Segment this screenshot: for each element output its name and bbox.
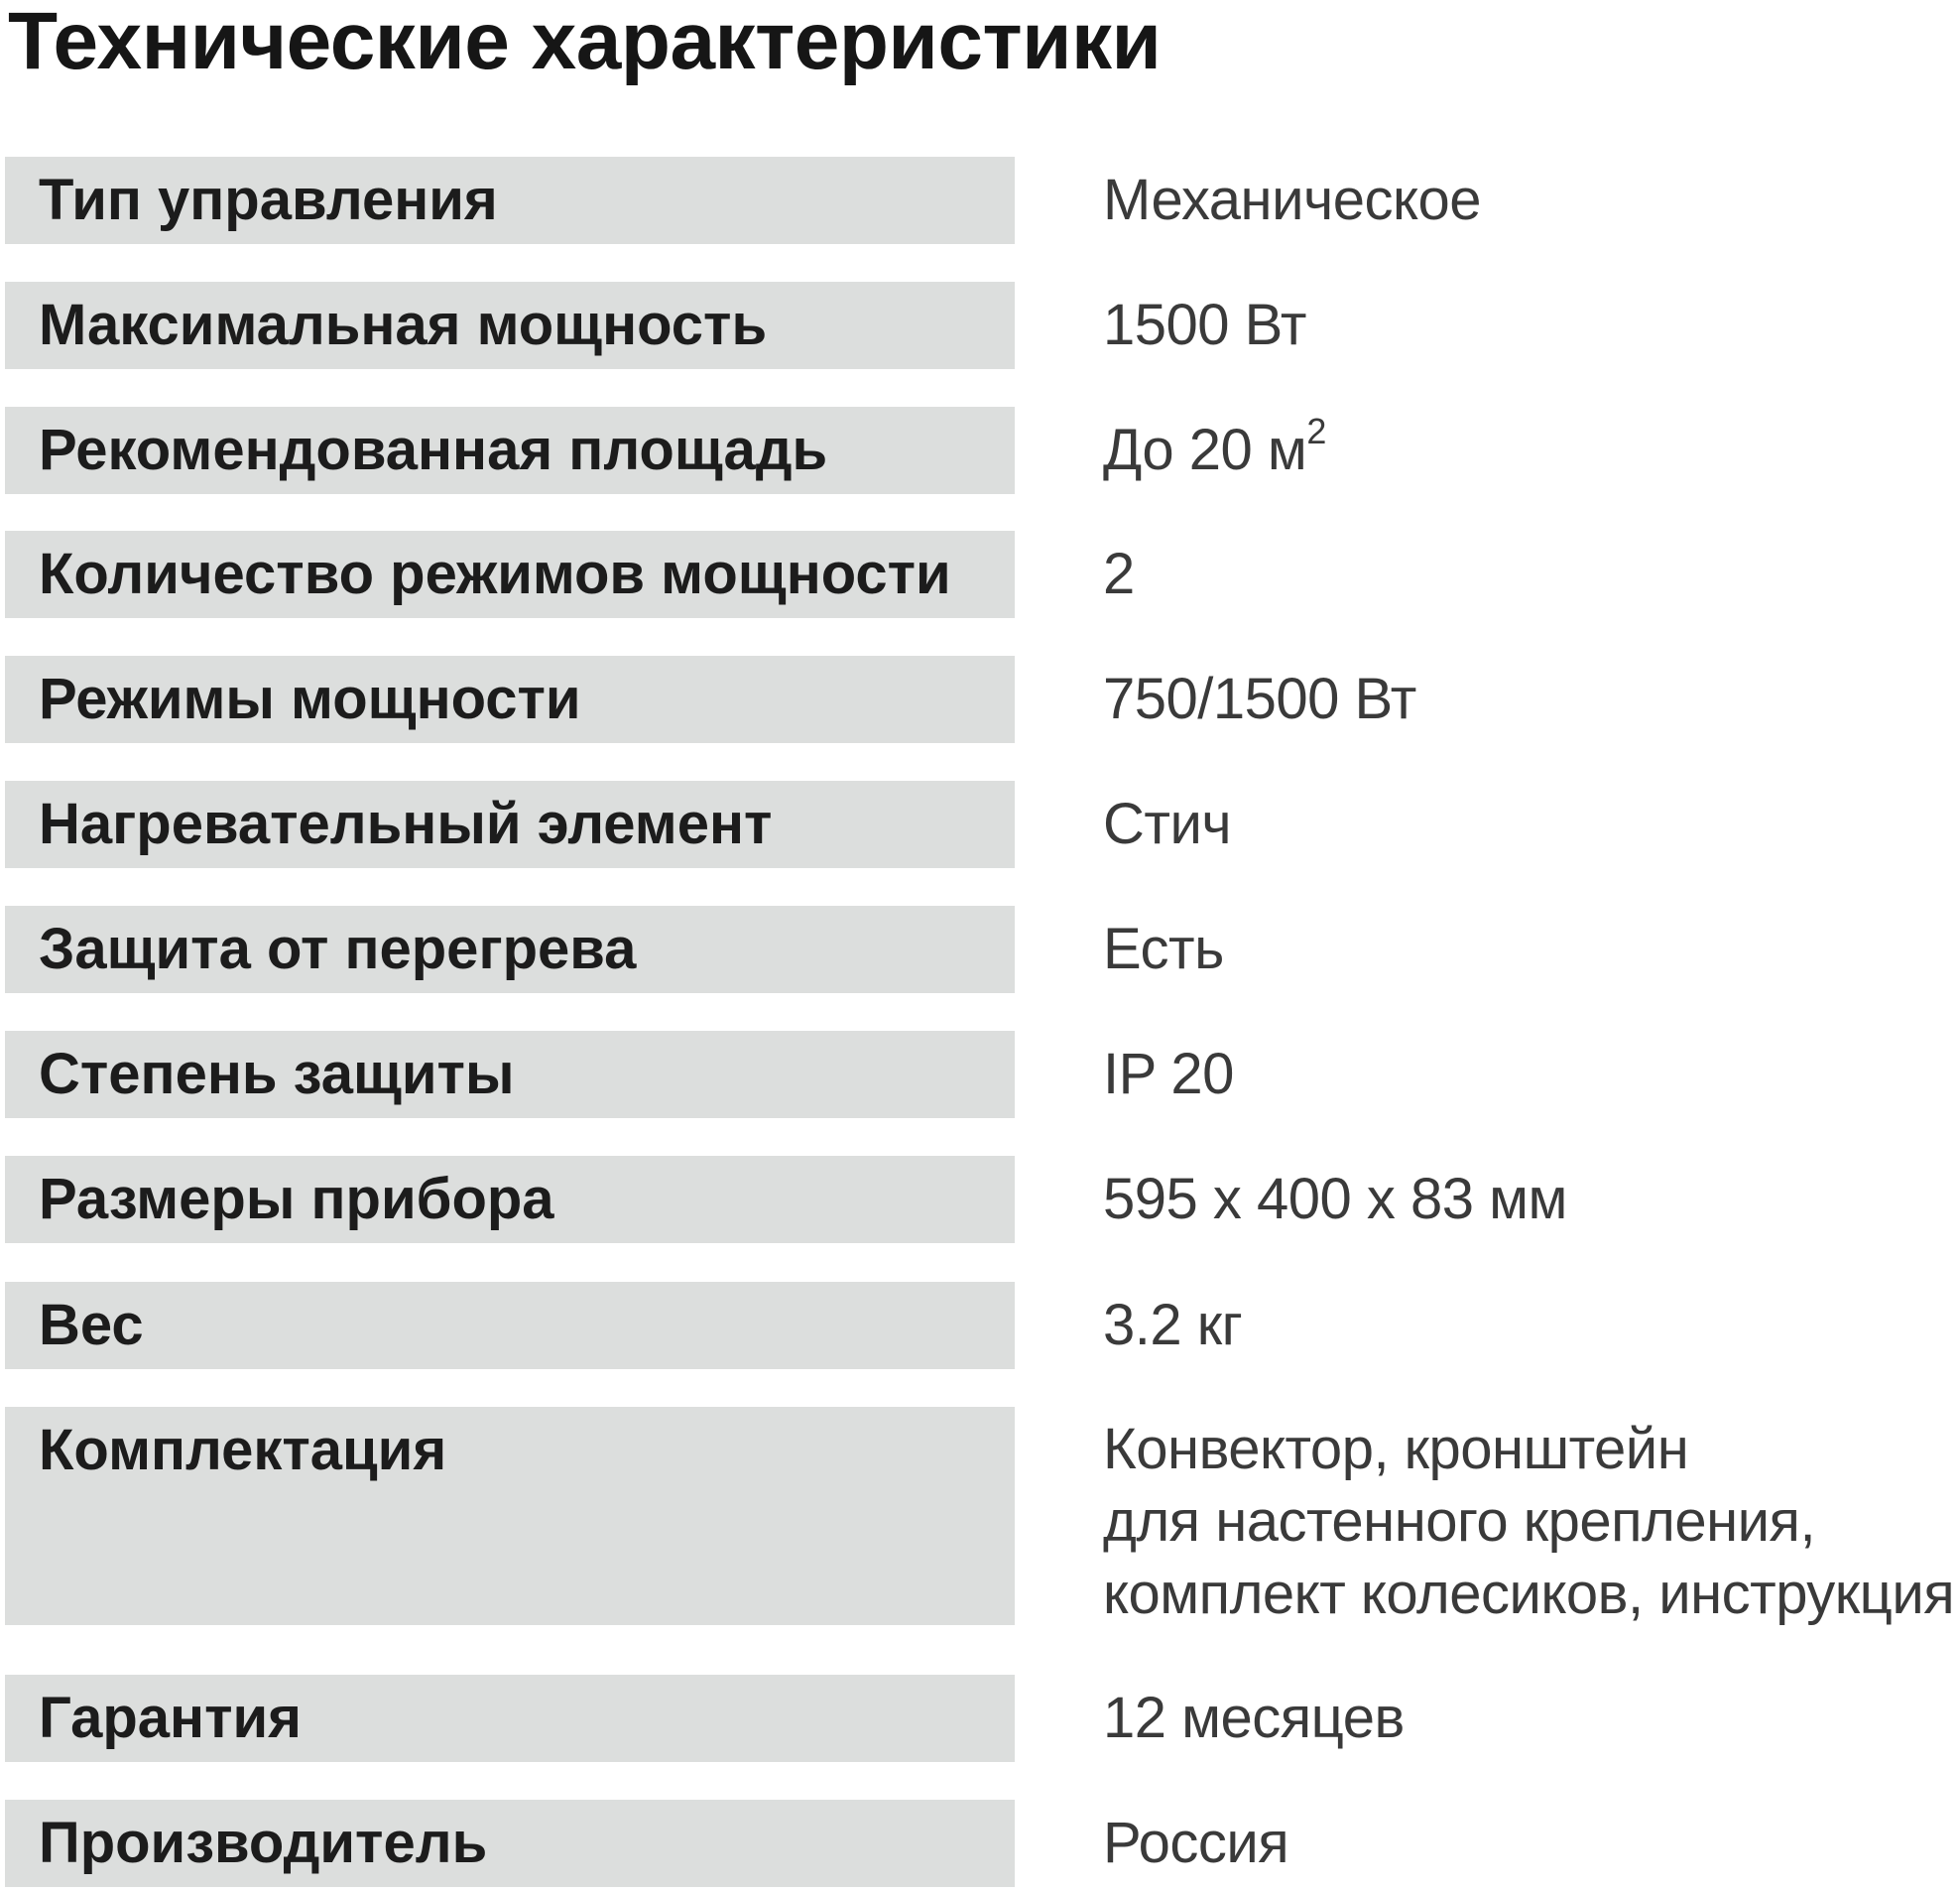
spec-label: Размеры прибора bbox=[39, 1167, 554, 1231]
spec-value: 3.2 кг bbox=[1103, 1293, 1243, 1357]
spec-value: Стич bbox=[1103, 792, 1232, 856]
spec-value: 2 bbox=[1103, 542, 1135, 606]
spec-row-power-modes-count bbox=[5, 531, 1955, 618]
spec-row-dimensions bbox=[5, 1156, 1955, 1243]
spec-value bbox=[1103, 1413, 1956, 1630]
spec-label-cell bbox=[5, 906, 1015, 993]
spec-row-power-modes bbox=[5, 656, 1955, 743]
spec-row-weight bbox=[5, 1282, 1955, 1369]
spec-value: Механическое bbox=[1103, 168, 1481, 232]
spec-value: 12 месяцев bbox=[1103, 1686, 1405, 1750]
spec-value: 595 х 400 х 83 мм bbox=[1103, 1167, 1567, 1231]
spec-label-cell bbox=[5, 1282, 1015, 1369]
spec-label: Максимальная мощность bbox=[39, 293, 768, 357]
spec-row-warranty bbox=[5, 1675, 1955, 1762]
spec-label: Гарантия bbox=[39, 1686, 302, 1750]
spec-row-heating-element bbox=[5, 781, 1955, 868]
page-title: Технические характеристики bbox=[8, 0, 1162, 86]
spec-label: Режимы мощности bbox=[39, 667, 581, 731]
spec-value: Россия bbox=[1103, 1811, 1289, 1875]
spec-row-protection-class bbox=[5, 1031, 1955, 1118]
spec-label: Защита от перегрева bbox=[39, 917, 637, 981]
spec-label-cell bbox=[5, 531, 1015, 618]
spec-label-cell bbox=[5, 656, 1015, 743]
spec-label: Степень защиты bbox=[39, 1042, 515, 1106]
spec-value bbox=[1103, 407, 1956, 494]
spec-label-cell bbox=[5, 1156, 1015, 1243]
spec-label: Производитель bbox=[39, 1811, 488, 1875]
spec-label-cell bbox=[5, 157, 1015, 244]
spec-row-package-contents bbox=[5, 1407, 1955, 1625]
spec-label: Вес bbox=[39, 1293, 144, 1357]
spec-label: Комплектация bbox=[39, 1418, 447, 1482]
spec-label-cell bbox=[5, 1675, 1015, 1762]
spec-row-recommended-area bbox=[5, 407, 1955, 494]
spec-value: IP 20 bbox=[1103, 1042, 1234, 1106]
spec-label: Рекомендованная площадь bbox=[39, 418, 828, 482]
spec-value: 1500 Вт bbox=[1103, 293, 1306, 357]
spec-row-overheat-protection bbox=[5, 906, 1955, 993]
spec-label: Тип управления bbox=[39, 168, 498, 232]
spec-value: Есть bbox=[1103, 917, 1224, 981]
spec-value-text: До 20 м bbox=[1103, 418, 1307, 482]
spec-label-cell bbox=[5, 781, 1015, 868]
spec-row-manufacturer bbox=[5, 1800, 1955, 1887]
spec-value-line: для настенного крепления, bbox=[1103, 1489, 1816, 1554]
spec-row-control-type bbox=[5, 157, 1955, 244]
spec-label-cell bbox=[5, 1031, 1015, 1118]
spec-label-cell bbox=[5, 1407, 1015, 1625]
spec-row-max-power bbox=[5, 282, 1955, 369]
spec-label: Нагревательный элемент bbox=[39, 792, 773, 856]
spec-value-line: Конвектор, кронштейн bbox=[1103, 1417, 1689, 1481]
spec-value: 750/1500 Вт bbox=[1103, 667, 1416, 731]
spec-label: Количество режимов мощности bbox=[39, 542, 951, 606]
spec-value-line: комплект колесиков, инструкция bbox=[1103, 1562, 1955, 1626]
spec-value-superscript: 2 bbox=[1306, 411, 1326, 451]
spec-label-cell bbox=[5, 1800, 1015, 1887]
spec-label-cell bbox=[5, 282, 1015, 369]
spec-label-cell bbox=[5, 407, 1015, 494]
